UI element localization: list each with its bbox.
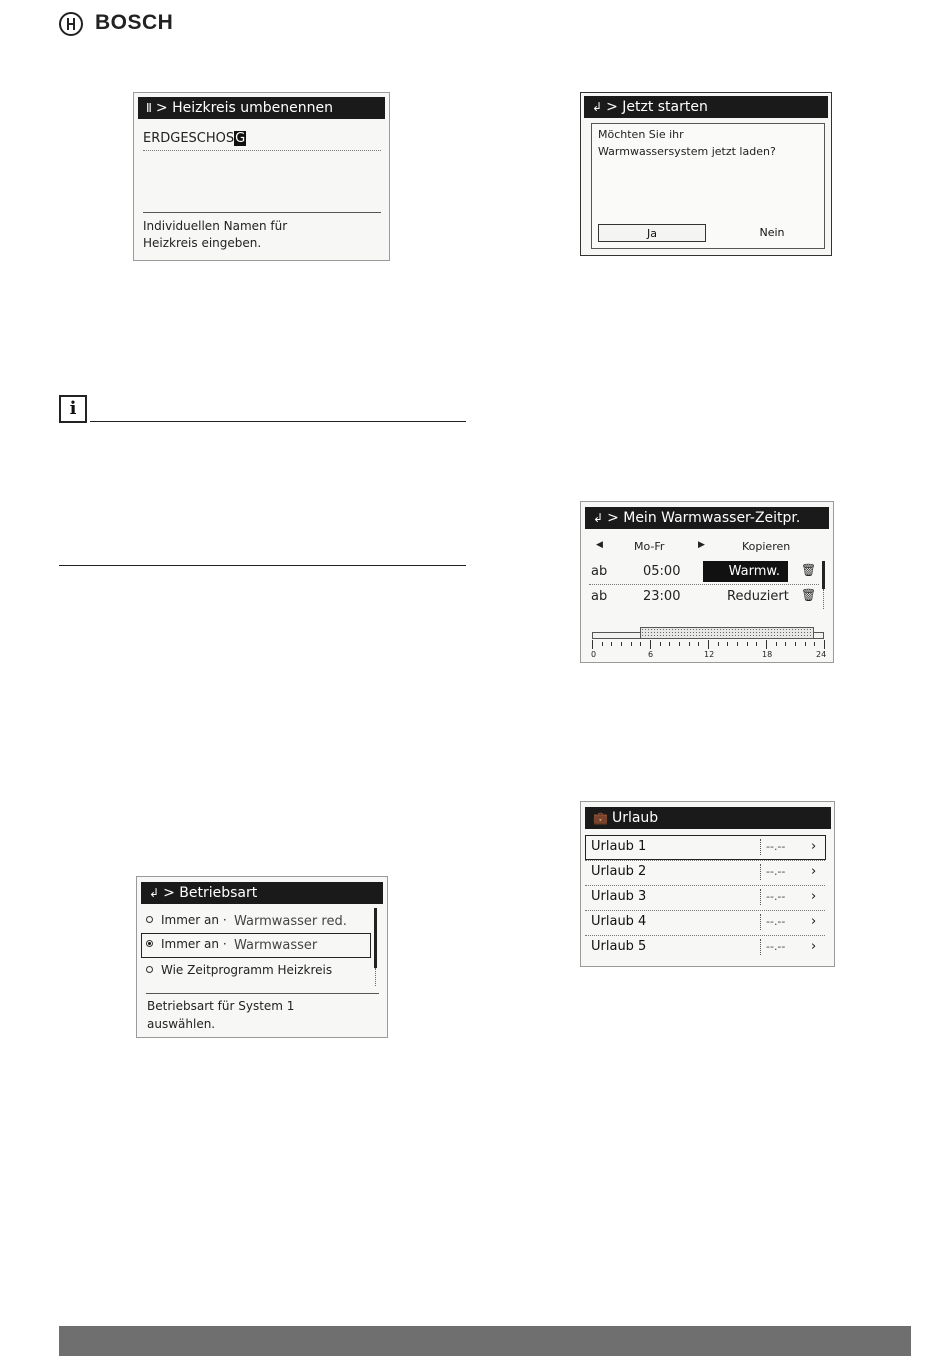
mode-option-3[interactable]: [143, 961, 371, 983]
rename-hint-line2: Heizkreis eingeben.: [143, 236, 262, 250]
mode-option-2[interactable]: [143, 935, 371, 957]
holiday-row-4[interactable]: [585, 910, 827, 934]
rename-hint-line1: Individuellen Namen für: [143, 219, 288, 233]
holiday-title-bar: [585, 807, 831, 829]
chevron-right-icon: ›: [811, 864, 817, 879]
schedule-row-2-time[interactable]: 23:00: [643, 589, 681, 604]
timeline-tick-22: [805, 642, 806, 646]
timeline-active-bar: [640, 627, 814, 639]
timeline-tick-13: [718, 642, 719, 646]
timeline-tick-20: [785, 642, 786, 646]
mode-hint-line1: Betriebsart für System 1: [147, 999, 295, 1013]
holiday-title: Urlaub: [611, 810, 659, 826]
mode-option-1[interactable]: [143, 911, 371, 933]
timeline-tick-9: [679, 642, 680, 646]
holiday-row-1-value: --.--: [766, 840, 786, 853]
suitcase-icon: 💼: [593, 811, 608, 825]
timeline-tick-14: [727, 642, 728, 646]
holiday-screen: [580, 801, 835, 967]
timeline-tick-17: [756, 642, 757, 646]
input-underline: [143, 150, 381, 151]
schedule-row-1-prefix: ab: [591, 564, 608, 579]
question-line2: Warmwassersystem jetzt laden?: [598, 145, 776, 158]
hot-water-tap-icon: ↲: [593, 511, 604, 525]
holiday-row-2[interactable]: [585, 860, 827, 884]
tick-label-6: 6: [648, 650, 654, 659]
holiday-row-1-label: Urlaub 1: [591, 839, 647, 854]
timeline-tick-19: [776, 642, 777, 646]
hot-water-tap-icon: ↲: [149, 886, 160, 900]
rename-title-bar: [138, 97, 385, 119]
brand-name: BOSCH: [95, 11, 174, 34]
schedule-title-bar: [585, 507, 829, 529]
schedule-row-2-mode[interactable]: Reduziert: [727, 589, 789, 604]
radio-button-1[interactable]: [146, 916, 153, 923]
tick-label-12: 12: [704, 650, 715, 659]
hint-divider: [143, 212, 381, 213]
timeline-tick-12: [708, 640, 709, 649]
timeline-tick-24: [824, 640, 825, 649]
no-button[interactable]: Nein: [759, 226, 785, 239]
mode-option-2-suffix: Warmwasser: [234, 938, 318, 953]
holiday-row-5-label: Urlaub 5: [591, 939, 647, 954]
prev-day-arrow-icon[interactable]: ◀: [596, 540, 603, 550]
radio-button-2[interactable]: [146, 940, 153, 947]
holiday-row-4-label: Urlaub 4: [591, 914, 647, 929]
column-separator: [760, 939, 761, 955]
delete-row-2-trash-icon[interactable]: 🗑: [801, 588, 817, 602]
holiday-row-5[interactable]: [585, 935, 827, 959]
mode-title-bar: [141, 882, 383, 904]
column-separator: [760, 839, 761, 855]
start-title: > Jetzt starten: [606, 99, 708, 115]
mode-option-2-label: Immer an ·: [161, 937, 227, 951]
schedule-scroll-track: [823, 589, 824, 609]
chevron-right-icon: ›: [811, 914, 817, 929]
yes-button[interactable]: Ja: [598, 224, 706, 242]
operating-mode-screen: [136, 876, 388, 1038]
info-top-rule: [90, 421, 466, 422]
holiday-row-3[interactable]: [585, 885, 827, 909]
schedule-scrollbar[interactable]: [822, 561, 825, 589]
timeline-tick-1: [602, 642, 603, 646]
mode-option-1-label: Immer an ·: [161, 913, 227, 927]
timeline-tick-0: [592, 640, 593, 649]
holiday-row-2-label: Urlaub 2: [591, 864, 647, 879]
mode-option-1-suffix: Warmwasser red.: [234, 914, 347, 929]
timeline-tick-15: [737, 642, 738, 646]
question-line1: Möchten Sie ihr: [598, 128, 684, 141]
mode-option-3-label: Wie Zeitprogramm Heizkreis: [161, 963, 333, 977]
start-title-bar: [584, 96, 828, 118]
timeline-tick-10: [689, 642, 690, 646]
chevron-right-icon: ›: [811, 839, 817, 854]
timeline-tick-3: [621, 642, 622, 646]
mode-scroll-track: [375, 968, 376, 986]
timeline-tick-2: [611, 642, 612, 646]
timeline-tick-8: [669, 642, 670, 646]
timeline-tick-4: [631, 642, 632, 646]
mode-hint-line2: auswählen.: [147, 1017, 216, 1031]
mode-title: > Betriebsart: [163, 885, 258, 901]
holiday-row-1[interactable]: [585, 835, 827, 859]
footer-bar: [59, 1326, 911, 1356]
schedule-row-1-mode[interactable]: Warmw.: [703, 561, 788, 582]
hot-water-tap-icon: ↲: [592, 100, 603, 114]
bosch-logo-icon: [59, 12, 83, 36]
rename-title: > Heizkreis umbenennen: [155, 100, 333, 116]
info-bottom-rule: [59, 565, 466, 566]
name-input[interactable]: [143, 131, 246, 146]
row-divider: [589, 584, 819, 585]
timeline-tick-11: [698, 642, 699, 646]
name-input-value: ERDGESCHOS: [143, 131, 235, 146]
column-separator: [760, 864, 761, 880]
info-icon: i: [59, 395, 87, 423]
schedule-title: > Mein Warmwasser-Zeitpr.: [607, 510, 801, 526]
delete-row-1-trash-icon[interactable]: 🗑: [801, 563, 817, 577]
timeline-tick-5: [640, 642, 641, 646]
timeline: [591, 622, 827, 660]
tick-label-0: 0: [591, 650, 597, 659]
timeline-tick-6: [650, 640, 651, 649]
holiday-row-2-value: --.--: [766, 865, 786, 878]
timeline-tick-16: [747, 642, 748, 646]
schedule-row-2-prefix: ab: [591, 589, 608, 604]
column-separator: [760, 914, 761, 930]
holiday-row-5-value: --.--: [766, 940, 786, 953]
holiday-row-3-label: Urlaub 3: [591, 889, 647, 904]
timeline-tick-23: [814, 642, 815, 646]
heating-circuit-icon: Ⅱ: [146, 101, 152, 115]
next-day-arrow-icon[interactable]: ▶: [698, 540, 705, 550]
column-separator: [760, 889, 761, 905]
holiday-row-4-value: --.--: [766, 915, 786, 928]
tick-label-24: 24: [816, 650, 827, 659]
day-selector[interactable]: Mo-Fr: [634, 540, 665, 553]
tick-label-18: 18: [762, 650, 773, 659]
timeline-tick-21: [795, 642, 796, 646]
chevron-right-icon: ›: [811, 889, 817, 904]
start-now-screen: [580, 92, 832, 256]
copy-button[interactable]: Kopieren: [742, 540, 791, 553]
mode-scrollbar[interactable]: [374, 908, 377, 968]
timeline-tick-18: [766, 640, 767, 649]
confirm-dialog: [591, 123, 825, 249]
schedule-screen: [580, 501, 834, 663]
rename-screen: [133, 92, 390, 261]
chevron-right-icon: ›: [811, 939, 817, 954]
schedule-row-1-time[interactable]: 05:00: [643, 564, 681, 579]
radio-button-3[interactable]: [146, 966, 153, 973]
holiday-row-3-value: --.--: [766, 890, 786, 903]
timeline-tick-7: [660, 642, 661, 646]
text-cursor: G: [235, 131, 246, 146]
hint-divider: [146, 993, 379, 994]
